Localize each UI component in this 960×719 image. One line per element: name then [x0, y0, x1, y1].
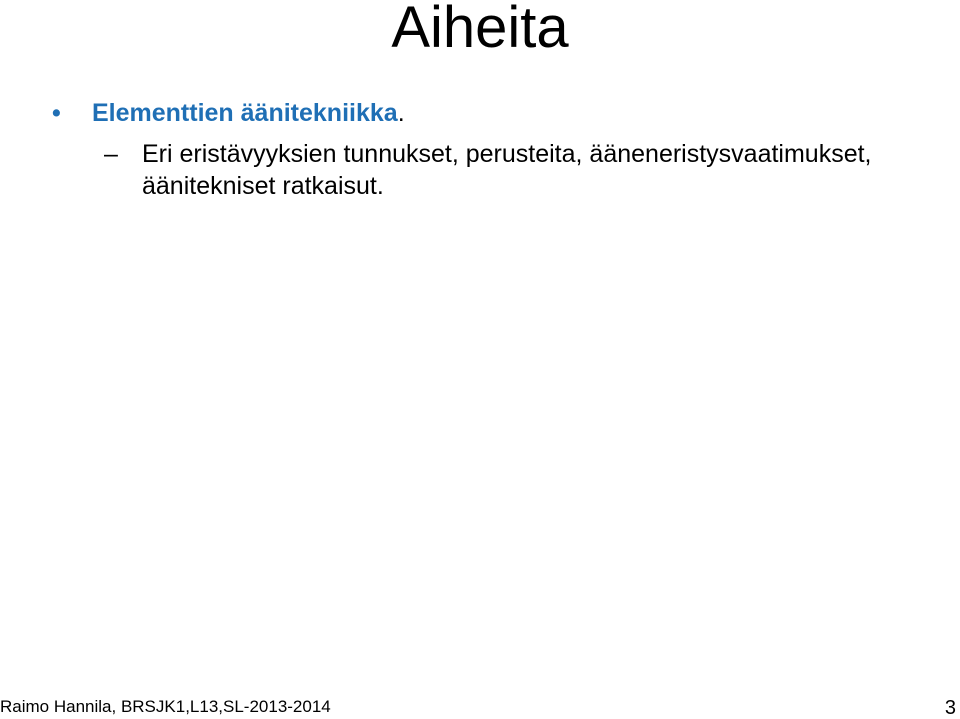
bullet-item-level1	[52, 97, 405, 129]
dash-icon: –	[104, 140, 118, 168]
bullet-icon: •	[52, 99, 61, 127]
bullet-text: Elementtien äänitekniikka	[92, 99, 398, 127]
page-number: 3	[944, 697, 956, 719]
bullet-item-level2	[104, 138, 944, 202]
bullet-trailing-period: .	[397, 99, 405, 127]
sub-bullet-text: Eri eristävyyksien tunnukset, perusteita, ääneneristysvaatimukset, äänitekniset ratkaisut.	[142, 140, 872, 200]
slide-title: Aiheita	[391, 0, 569, 60]
footer-author-course: Raimo Hannila, BRSJK1,L13,SL-2013-2014	[0, 697, 331, 716]
